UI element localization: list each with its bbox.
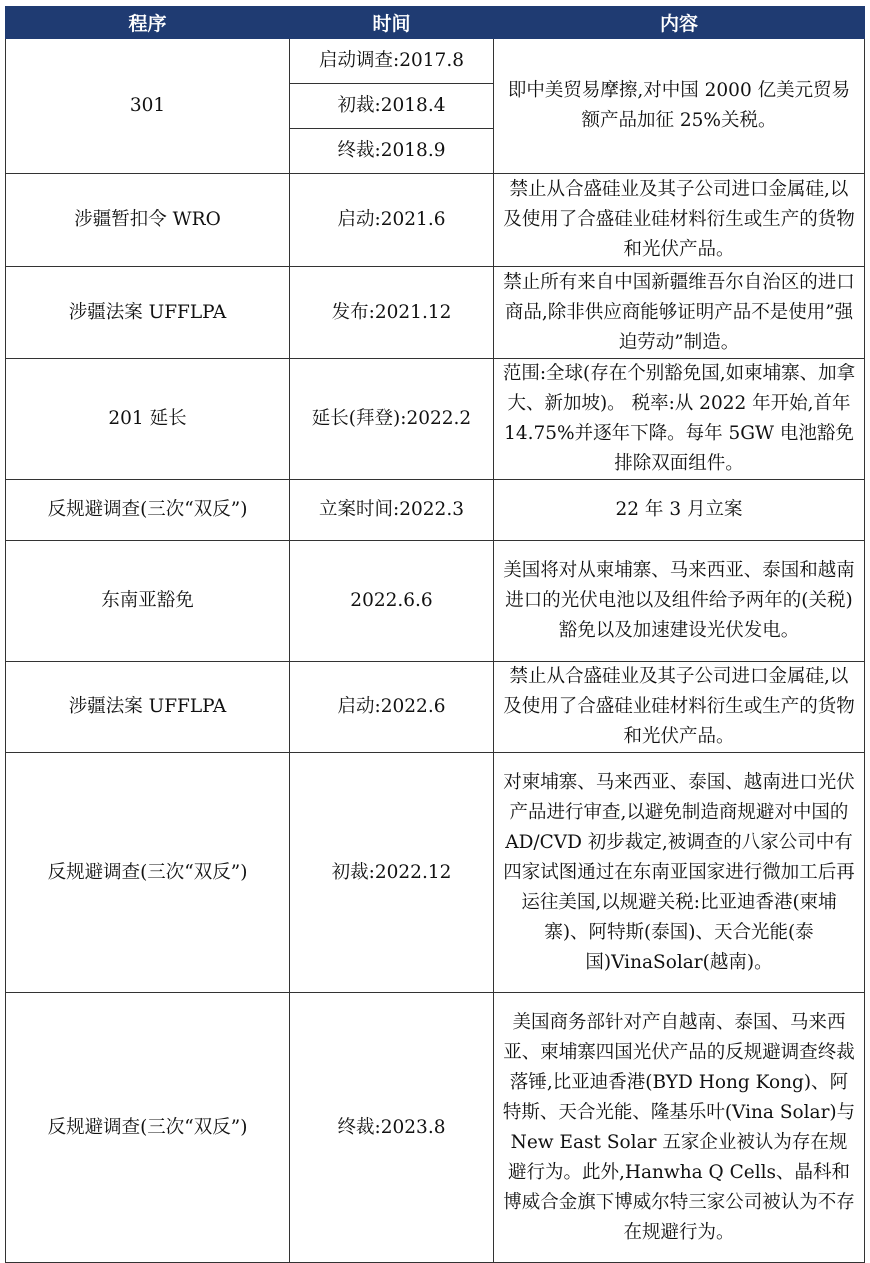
program-cell: 涉疆暂扣令 WRO bbox=[6, 174, 290, 267]
content-cell: 范围:全球(存在个别豁免国,如柬埔寨、加拿大、新加坡)。 税率:从 2022 年开始,首年 14.75%并逐年下降。每年 5GW 电池豁免排除双面组件。 bbox=[494, 359, 865, 480]
program-cell: 东南亚豁免 bbox=[6, 541, 290, 662]
trade-policy-table bbox=[5, 6, 865, 1263]
program-cell: 301 bbox=[6, 39, 290, 174]
table-row bbox=[6, 662, 865, 753]
content-cell: 即中美贸易摩擦,对中国 2000 亿美元贸易额产品加征 25%关税。 bbox=[494, 39, 865, 174]
time-cell: 启动调查:2017.8 bbox=[290, 39, 494, 84]
time-cell: 终裁:2023.8 bbox=[290, 993, 494, 1263]
header-time: 时间 bbox=[290, 7, 494, 39]
table-row bbox=[6, 480, 865, 541]
table-row bbox=[6, 174, 865, 267]
content-cell: 22 年 3 月立案 bbox=[494, 480, 865, 541]
program-cell: 反规避调查(三次“双反”) bbox=[6, 753, 290, 993]
time-cell: 发布:2021.12 bbox=[290, 267, 494, 359]
header-row bbox=[6, 7, 865, 39]
time-cell: 2022.6.6 bbox=[290, 541, 494, 662]
time-cell: 终裁:2018.9 bbox=[290, 129, 494, 174]
table-row bbox=[6, 39, 865, 84]
time-cell: 初裁:2018.4 bbox=[290, 84, 494, 129]
table-row bbox=[6, 993, 865, 1263]
header-program: 程序 bbox=[6, 7, 290, 39]
table-row bbox=[6, 267, 865, 359]
header-content: 内容 bbox=[494, 7, 865, 39]
program-cell: 涉疆法案 UFFLPA bbox=[6, 267, 290, 359]
table-row bbox=[6, 359, 865, 480]
time-cell: 延长(拜登):2022.2 bbox=[290, 359, 494, 480]
program-cell: 涉疆法案 UFFLPA bbox=[6, 662, 290, 753]
table-row bbox=[6, 753, 865, 993]
program-cell: 201 延长 bbox=[6, 359, 290, 480]
time-cell: 启动:2021.6 bbox=[290, 174, 494, 267]
content-cell: 美国将对从柬埔寨、马来西亚、泰国和越南进口的光伏电池以及组件给予两年的(关税)豁免以及加速建设光伏发电。 bbox=[494, 541, 865, 662]
content-cell: 禁止从合盛硅业及其子公司进口金属硅,以及使用了合盛硅业硅材料衍生或生产的货物和光伏产品。 bbox=[494, 174, 865, 267]
time-cell: 立案时间:2022.3 bbox=[290, 480, 494, 541]
time-cell: 初裁:2022.12 bbox=[290, 753, 494, 993]
table-row bbox=[6, 541, 865, 662]
content-cell: 美国商务部针对产自越南、泰国、马来西亚、柬埔寨四国光伏产品的反规避调查终裁落锤,比亚迪香港(BYD Hong Kong)、阿特斯、天合光能、隆基乐叶(Vina Solar)与 New East Solar 五家企业被认为存在规避行为。此外,Hanwha Q Cells、晶科和博威合金旗下博威尔特三家公司被认为不存在规避行为。 bbox=[494, 993, 865, 1263]
program-cell: 反规避调查(三次“双反”) bbox=[6, 993, 290, 1263]
time-cell: 启动:2022.6 bbox=[290, 662, 494, 753]
program-cell: 反规避调查(三次“双反”) bbox=[6, 480, 290, 541]
content-cell: 对柬埔寨、马来西亚、泰国、越南进口光伏产品进行审查,以避免制造商规避对中国的 AD/CVD 初步裁定,被调查的八家公司中有四家试图通过在东南亚国家进行微加工后再运往美国,以规避关税:比亚迪香港(柬埔寨)、阿特斯(泰国)、天合光能(泰国)VinaSolar(越南)。 bbox=[494, 753, 865, 993]
content-cell: 禁止所有来自中国新疆维吾尔自治区的进口商品,除非供应商能够证明产品不是使用”强迫劳动”制造。 bbox=[494, 267, 865, 359]
content-cell: 禁止从合盛硅业及其子公司进口金属硅,以及使用了合盛硅业硅材料衍生或生产的货物和光伏产品。 bbox=[494, 662, 865, 753]
